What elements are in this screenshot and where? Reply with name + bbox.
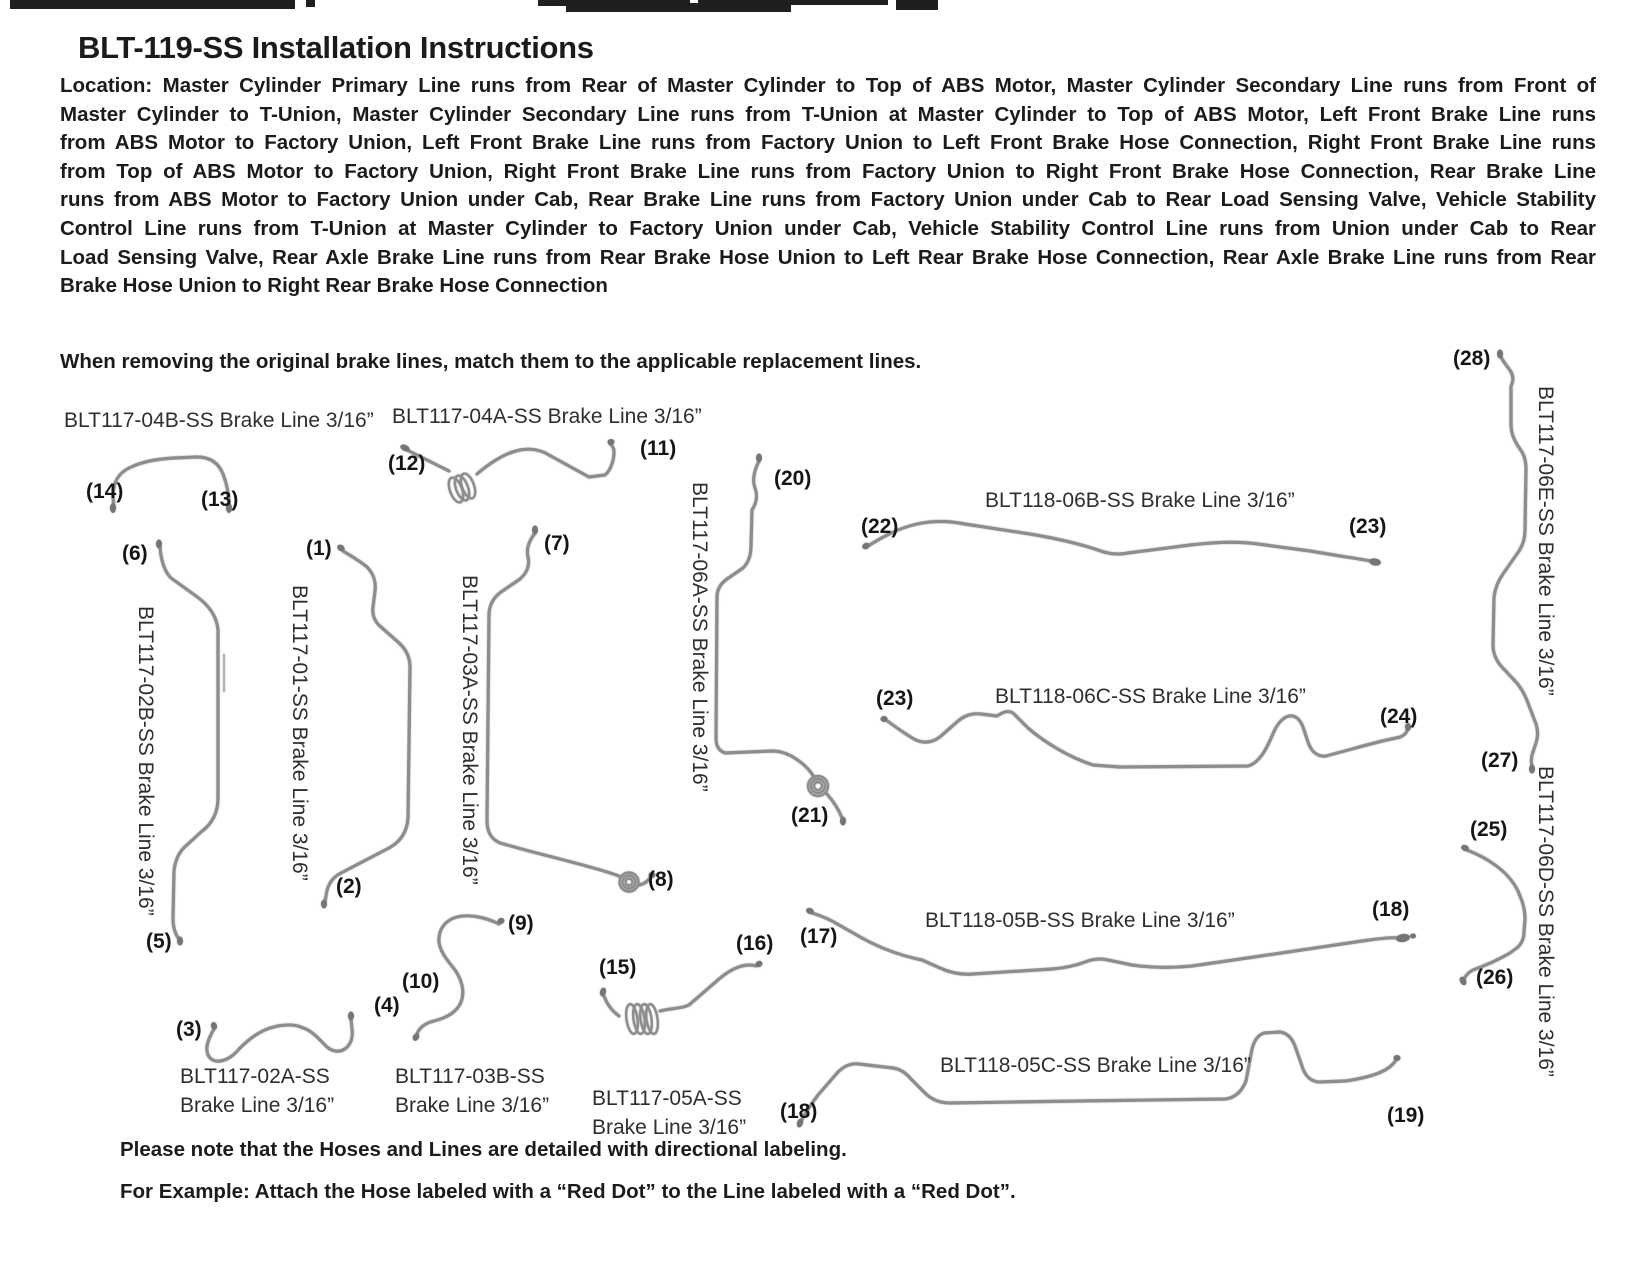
- part-label: BLT118-05C-SS Brake Line 3/16”: [940, 1054, 1251, 1077]
- location-line: from ABS Motor to Factory Union, Left Front Brake Line runs from Factory Union to Left Front Brake Hose Connection, Right Front Brake Line runs: [60, 131, 1596, 155]
- callout-label: (17): [800, 925, 838, 948]
- callout-label: (12): [388, 452, 426, 475]
- callout-label: (9): [508, 912, 534, 935]
- callout-label: (6): [122, 542, 148, 565]
- page-title: BLT-119-SS Installation Instructions: [78, 30, 594, 65]
- callout-label: (28): [1453, 347, 1491, 370]
- callout-label: (27): [1481, 749, 1519, 772]
- note-directional-labeling: Please note that the Hoses and Lines are detailed with directional labeling.: [120, 1138, 847, 1161]
- part-label: BLT117-06D-SS Brake Line 3/16”: [1534, 766, 1557, 1077]
- part-label: BLT117-03A-SS Brake Line 3/16”: [458, 575, 481, 885]
- part-label: BLT118-06B-SS Brake Line 3/16”: [985, 489, 1295, 512]
- part-label: BLT117-06E-SS Brake Line 3/16”: [1534, 386, 1557, 696]
- callout-label: (7): [544, 532, 570, 555]
- part-label: BLT118-05B-SS Brake Line 3/16”: [925, 909, 1235, 932]
- part-label: BLT117-03B-SS Brake Line 3/16”: [395, 1065, 550, 1117]
- callout-label: (1): [306, 537, 332, 560]
- part-label: BLT117-01-SS Brake Line 3/16”: [288, 585, 311, 881]
- location-line: Load Sensing Valve, Rear Axle Brake Line runs from Rear Brake Hose Union to Left Rear Brake Hose Connection, Rear Axle Brake Line runs from Rear: [60, 245, 1596, 269]
- callout-label: (4): [374, 994, 400, 1017]
- callout-label: (20): [774, 467, 812, 490]
- callout-label: (10): [402, 970, 440, 993]
- callout-label: (15): [599, 956, 637, 979]
- callout-label: (26): [1476, 966, 1514, 989]
- callout-label: (5): [146, 930, 172, 953]
- callout-label: (25): [1470, 818, 1508, 841]
- location-line: Brake Hose Union to Right Rear Brake Hose Connection: [60, 274, 608, 298]
- location-line: Master Cylinder to T-Union, Master Cylinder Secondary Line runs from T-Union at Master Cylinder to Top of ABS Motor, Left Front Brake Line runs: [60, 102, 1596, 126]
- location-line: Location: Master Cylinder Primary Line runs from Rear of Master Cylinder to Top of ABS Motor, Master Cylinder Secondary Line runs from Front of: [60, 74, 1596, 97]
- callout-label: (11): [640, 437, 677, 460]
- callout-label: (13): [201, 488, 239, 511]
- part-label: BLT118-06C-SS Brake Line 3/16”: [995, 685, 1306, 708]
- callout-label: (8): [648, 868, 674, 891]
- callout-label: (18): [780, 1100, 818, 1123]
- callout-label: (3): [176, 1018, 202, 1041]
- callout-label: (23): [876, 687, 914, 710]
- callout-label: (24): [1380, 705, 1418, 728]
- callout-label: (19): [1387, 1104, 1425, 1127]
- part-label: BLT117-02A-SS Brake Line 3/16”: [180, 1065, 335, 1117]
- callout-label: (2): [336, 875, 362, 898]
- location-line: from Top of ABS Motor to Factory Union, Right Front Brake Line runs from Factory Union to Right Front Brake Hose Connection, Rear Brake Line: [60, 159, 1596, 183]
- instruction-text: When removing the original brake lines, match them to the applicable replacement lines.: [60, 350, 922, 373]
- part-label: BLT117-02B-SS Brake Line 3/16”: [134, 606, 157, 916]
- part-label: BLT117-05A-SS Brake Line 3/16”: [592, 1087, 747, 1139]
- callout-label: (18): [1372, 898, 1410, 921]
- callout-label: (14): [86, 480, 124, 503]
- part-label: BLT117-06A-SS Brake Line 3/16”: [688, 482, 711, 792]
- part-label: BLT117-04B-SS Brake Line 3/16”: [64, 409, 374, 432]
- callout-label: (21): [791, 804, 829, 827]
- callout-label: (16): [736, 932, 774, 955]
- location-line: Control Line runs from T-Union at Master Cylinder to Factory Union under Cab, Vehicle Stability Control Line runs from Union under Cab to Rear: [60, 216, 1596, 240]
- callout-label: (23): [1349, 515, 1387, 538]
- location-line: runs from ABS Motor to Factory Union under Cab, Rear Brake Line runs from Factory Union under Cab to Rear Load Sensing Valve, Vehicle Stability: [60, 188, 1596, 212]
- callout-label: (22): [861, 515, 899, 538]
- part-label: BLT117-04A-SS Brake Line 3/16”: [392, 405, 702, 428]
- note-red-dot-example: For Example: Attach the Hose labeled with a “Red Dot” to the Line labeled with a “Red Dot”.: [120, 1180, 1016, 1203]
